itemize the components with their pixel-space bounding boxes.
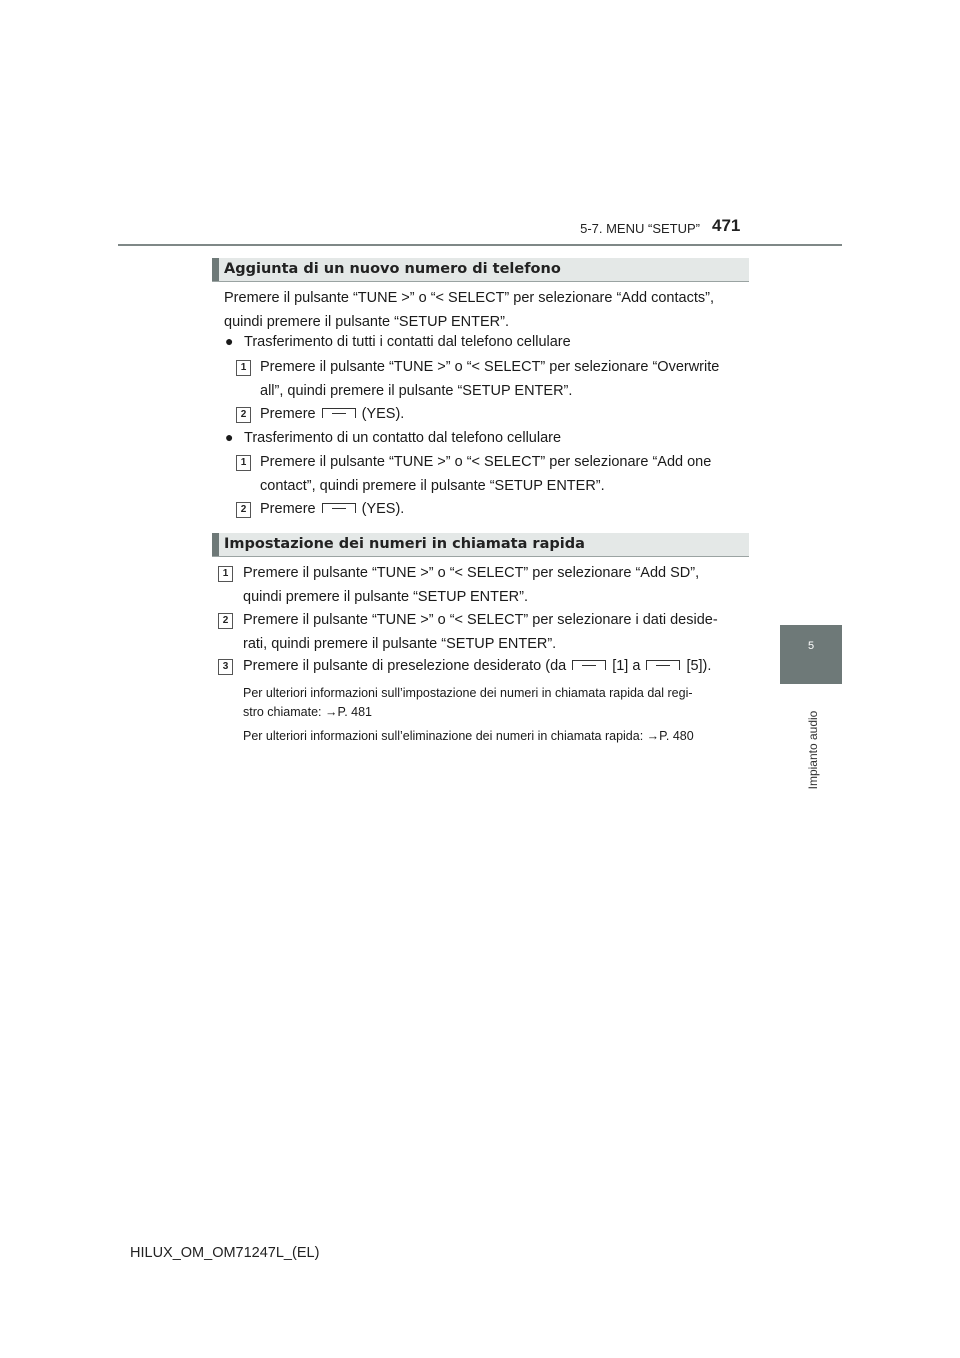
step-text-suffix: (YES). — [361, 501, 405, 517]
chapter-number: 5 — [807, 640, 815, 652]
note1-line1: Per ulteriori informazioni sull’impostazione dei numeri in chiamata rapida dal regi- — [243, 686, 693, 700]
chapter-tab — [780, 625, 842, 684]
header-section-title: 5-7. MENU “SETUP” — [580, 221, 700, 236]
step-number-box: 1 — [236, 455, 251, 471]
chapter-label-text: Impianto audio — [806, 710, 820, 790]
section2-step2-line1: Premere il pulsante “TUNE >” o “< SELECT” per selezionare i dati deside- — [243, 612, 718, 628]
note2: Per ulteriori informazioni sull’eliminazione dei numeri in chiamata rapida: →P. 480 — [243, 729, 694, 743]
step-text-suffix: (YES). — [361, 406, 405, 422]
step-text-prefix: Premere il pulsante di preselezione desiderato (da — [243, 658, 567, 674]
section1-intro-line1: Premere il pulsante “TUNE >” o “< SELECT” per selezionare “Add contacts”, — [224, 290, 714, 306]
note1-line2: stro chiamate: →P. 481 — [243, 705, 373, 719]
bullet-a-title: Trasferimento di tutti i contatti dal telefono cellulare — [244, 334, 571, 350]
section-heading-add-number — [212, 258, 749, 282]
preset-button-icon — [322, 503, 356, 513]
footer-code: HILUX_OM_OM71247L_(EL) — [130, 1245, 320, 1261]
section2-step1-line2: quindi premere il pulsante “SETUP ENTER”. — [243, 589, 529, 605]
section1-intro-line2: quindi premere il pulsante “SETUP ENTER”. — [224, 314, 510, 330]
step-number-box: 2 — [218, 613, 233, 629]
header-rule — [118, 244, 842, 246]
step-number-box: 1 — [236, 360, 251, 376]
preset-button-icon — [322, 408, 356, 418]
step-number-box: 3 — [218, 659, 233, 675]
section2-step1-line1: Premere il pulsante “TUNE >” o “< SELECT” per selezionare “Add SD”, — [243, 565, 700, 581]
bullet-b-title: Trasferimento di un contatto dal telefono cellulare — [244, 430, 562, 446]
step-number-box: 2 — [236, 502, 251, 518]
bullet-icon: ● — [225, 429, 234, 445]
bullet-b-step1-line1: Premere il pulsante “TUNE >” o “< SELECT” per selezionare “Add one — [260, 454, 712, 470]
step-text-suffix: [5]). — [686, 658, 712, 674]
bullet-a-step1-line2: all”, quindi premere il pulsante “SETUP ENTER”. — [260, 383, 573, 399]
section-heading-text: Impostazione dei numeri in chiamata rapida — [224, 536, 585, 552]
preset-button-icon — [572, 660, 606, 670]
step-number-box: 1 — [218, 566, 233, 582]
section-heading-speed-dial — [212, 533, 749, 557]
section2-step2-line2: rati, quindi premere il pulsante “SETUP ENTER”. — [243, 636, 557, 652]
bullet-b-step1-line2: contact”, quindi premere il pulsante “SETUP ENTER”. — [260, 478, 605, 494]
step-text-prefix: Premere — [260, 406, 316, 422]
preset-button-icon — [646, 660, 680, 670]
chapter-label — [803, 690, 823, 810]
step-number-box: 2 — [236, 407, 251, 423]
bullet-a-step1-line1: Premere il pulsante “TUNE >” o “< SELECT” per selezionare “Overwrite — [260, 359, 720, 375]
bullet-b-step2 — [260, 497, 404, 521]
section-heading-text: Aggiunta di un nuovo numero di telefono — [224, 261, 561, 277]
bullet-a-step2 — [260, 402, 404, 426]
step-text-prefix: Premere — [260, 501, 316, 517]
bullet-icon: ● — [225, 333, 234, 349]
page-number: 471 — [712, 216, 741, 235]
section2-step3 — [243, 654, 711, 678]
step-text-mid: [1] a — [612, 658, 641, 674]
